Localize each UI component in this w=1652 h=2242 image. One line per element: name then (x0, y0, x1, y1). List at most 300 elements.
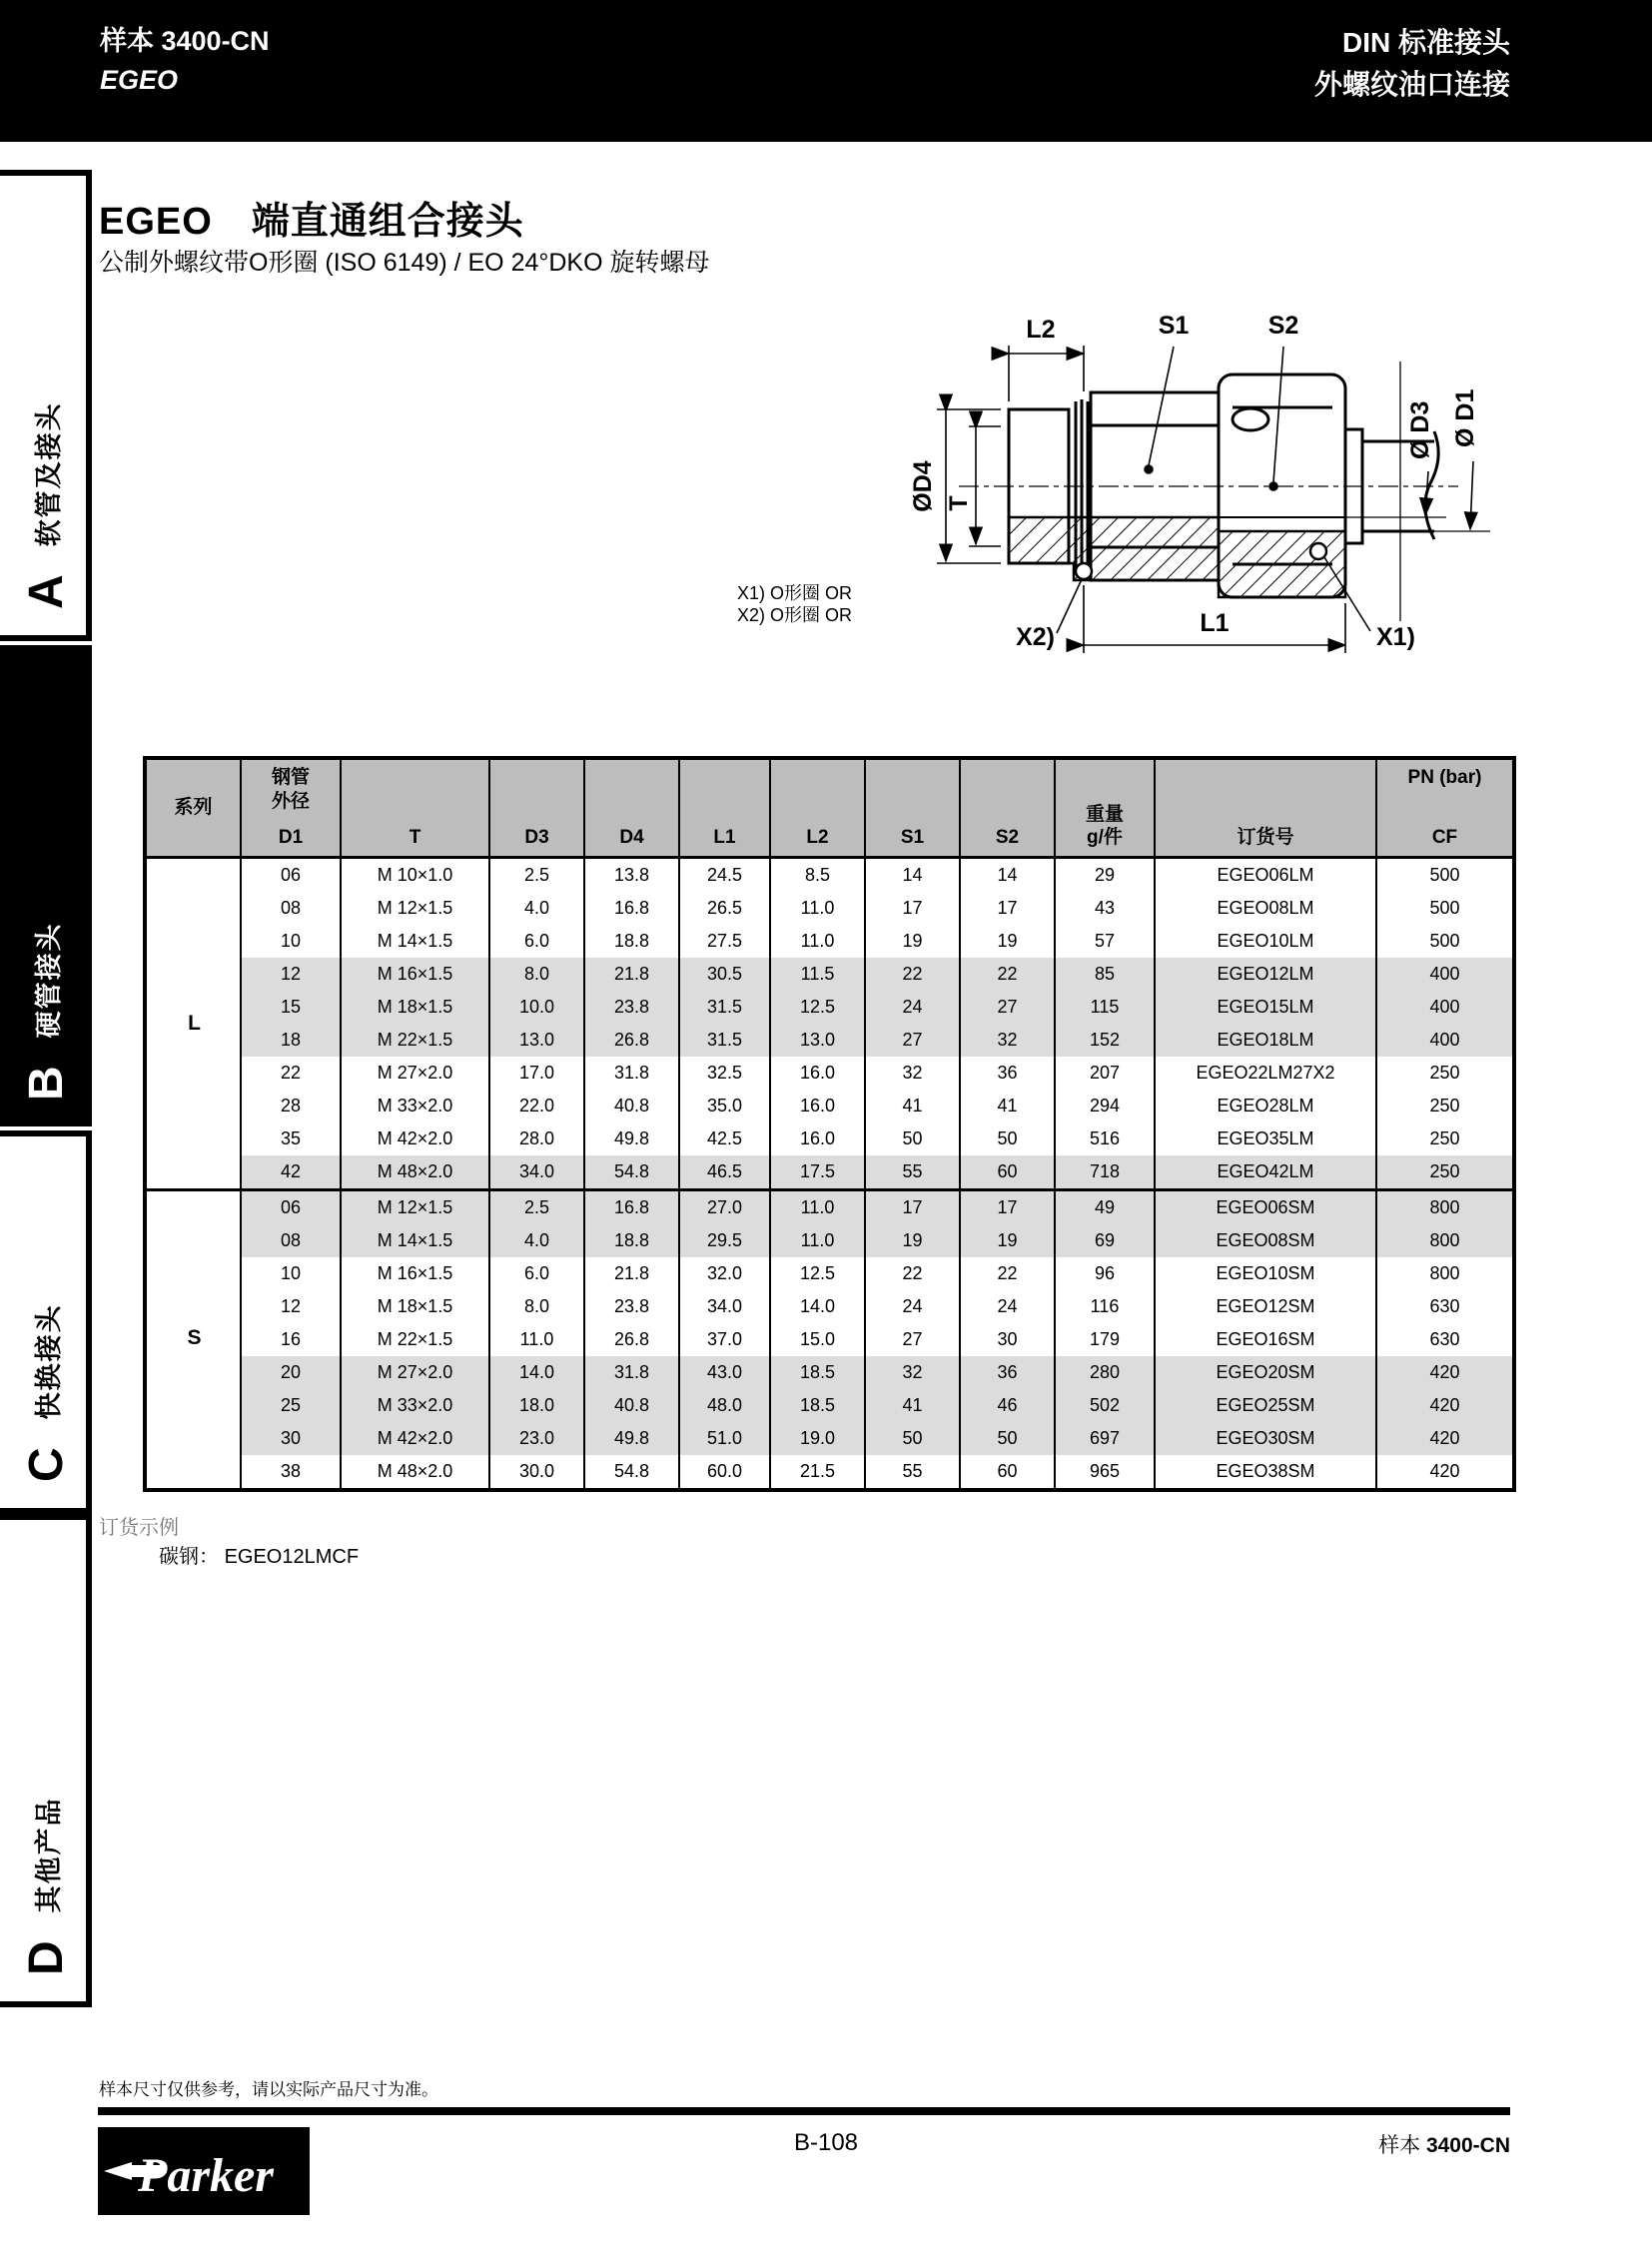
col-header-t: T (342, 760, 490, 856)
table-cell: 34.0 (490, 1155, 585, 1188)
table-cell: 18.5 (771, 1356, 866, 1389)
order-example-material: 碳钢： (159, 1546, 219, 1568)
table-cell: 51.0 (680, 1422, 771, 1455)
table-cell: 12 (242, 1290, 342, 1323)
col-header-weight: 重量 g/件 (1056, 760, 1156, 856)
table-cell: EGEO25SM (1156, 1389, 1377, 1422)
table-cell: M 10×1.0 (342, 859, 490, 892)
table-cell: 27.0 (680, 1191, 771, 1224)
footer-disclaimer: 样本尺寸仅供参考，请以实际产品尺寸为准。 (99, 2080, 438, 2099)
table-cell: M 12×1.5 (342, 892, 490, 925)
series-label: S (187, 1326, 202, 1349)
table-row (147, 1090, 1512, 1122)
table-row (147, 1155, 1512, 1188)
header-right (1314, 22, 1510, 106)
table-cell: 32.5 (680, 1057, 771, 1090)
table-cell: 23.0 (490, 1422, 585, 1455)
series-cell (147, 958, 242, 991)
table-cell: 31.5 (680, 1024, 771, 1057)
dim-label-x2: X2) (1016, 623, 1055, 651)
table-cell: M 42×2.0 (342, 1422, 490, 1455)
table-cell: 32 (961, 1024, 1056, 1057)
table-cell: 800 (1377, 1224, 1512, 1257)
table-cell: 29 (1056, 859, 1156, 892)
table-cell: M 42×2.0 (342, 1122, 490, 1155)
section-hatch (1009, 517, 1345, 597)
table-cell: 800 (1377, 1257, 1512, 1290)
series-cell (147, 1356, 242, 1389)
table-cell: M 33×2.0 (342, 1389, 490, 1422)
table-cell: M 12×1.5 (342, 1191, 490, 1224)
table-cell: 30.0 (490, 1455, 585, 1488)
sidebar-tab-c[interactable] (0, 1130, 92, 1514)
table-cell: 41 (866, 1389, 961, 1422)
table-cell: 17 (866, 1191, 961, 1224)
table-cell: EGEO15LM (1156, 991, 1377, 1024)
table-cell: 4.0 (490, 1224, 585, 1257)
table-cell: 18.8 (585, 925, 680, 958)
table-cell: 18.8 (585, 1224, 680, 1257)
table-cell: EGEO35LM (1156, 1122, 1377, 1155)
table-cell: 54.8 (585, 1155, 680, 1188)
table-cell: EGEO12SM (1156, 1290, 1377, 1323)
series-cell (147, 892, 242, 925)
table-cell: 116 (1056, 1290, 1156, 1323)
table-cell: 28 (242, 1090, 342, 1122)
table-cell: 697 (1056, 1422, 1156, 1455)
table-cell: 08 (242, 892, 342, 925)
table-cell: EGEO06SM (1156, 1191, 1377, 1224)
order-example-line (99, 1543, 359, 1572)
table-cell: 06 (242, 859, 342, 892)
table-cell: 43.0 (680, 1356, 771, 1389)
table-row (147, 1323, 1512, 1356)
table-cell: 500 (1377, 892, 1512, 925)
table-cell: 46.5 (680, 1155, 771, 1188)
table-cell: 17 (866, 892, 961, 925)
table-cell: 250 (1377, 1155, 1512, 1188)
parker-wordmark: Parker (138, 2149, 274, 2202)
table-cell: 17.0 (490, 1057, 585, 1090)
table-row (147, 859, 1512, 892)
col-header-d4: D4 (585, 760, 680, 856)
table-cell: 40.8 (585, 1389, 680, 1422)
table-cell: 115 (1056, 991, 1156, 1024)
table-cell: EGEO22LM27X2 (1156, 1057, 1377, 1090)
table-cell: 31.5 (680, 991, 771, 1024)
table-cell: 6.0 (490, 925, 585, 958)
table-cell: 11.0 (771, 925, 866, 958)
table-cell: 19 (866, 1224, 961, 1257)
table-cell: 250 (1377, 1057, 1512, 1090)
table-cell: 16.0 (771, 1057, 866, 1090)
table-cell: 60 (961, 1455, 1056, 1488)
table-cell: 26.8 (585, 1323, 680, 1356)
table-cell: 06 (242, 1191, 342, 1224)
table-cell: 32 (866, 1356, 961, 1389)
series-cell (147, 1323, 242, 1356)
table-cell: 55 (866, 1155, 961, 1188)
sidebar-tab-b[interactable] (0, 645, 92, 1126)
table-cell: 22 (866, 958, 961, 991)
parker-logo (98, 2127, 310, 2215)
table-cell: 16 (242, 1323, 342, 1356)
table-cell: 27 (866, 1323, 961, 1356)
table-cell: 42 (242, 1155, 342, 1188)
table-cell: 60.0 (680, 1455, 771, 1488)
sidebar-tab-a[interactable] (0, 170, 92, 641)
table-cell: EGEO10SM (1156, 1257, 1377, 1290)
table-cell: 294 (1056, 1090, 1156, 1122)
table-cell: 32.0 (680, 1257, 771, 1290)
col-header-l1: L1 (680, 760, 771, 856)
table-cell: EGEO10LM (1156, 925, 1377, 958)
series-cell (147, 1422, 242, 1455)
table-cell: 6.0 (490, 1257, 585, 1290)
dim-label-d4: ØD4 (909, 460, 937, 512)
table-cell: 23.8 (585, 1290, 680, 1323)
table-header-row (147, 760, 1512, 859)
table-cell: 37.0 (680, 1323, 771, 1356)
table-cell: EGEO28LM (1156, 1090, 1377, 1122)
fitting-diagram (629, 290, 1528, 699)
order-example-heading: 订货示例 (99, 1517, 179, 1539)
table-cell: EGEO12LM (1156, 958, 1377, 991)
table-cell: M 18×1.5 (342, 1290, 490, 1323)
table-cell: 48.0 (680, 1389, 771, 1422)
dim-label-l2: L2 (1026, 316, 1056, 344)
table-cell: EGEO20SM (1156, 1356, 1377, 1389)
table-cell: 50 (961, 1122, 1056, 1155)
table-cell: 420 (1377, 1422, 1512, 1455)
table-cell: 21.5 (771, 1455, 866, 1488)
sidebar-tab-letter: D (19, 1940, 73, 1975)
table-cell: 30 (242, 1422, 342, 1455)
table-cell: 500 (1377, 859, 1512, 892)
table-cell: 14.0 (771, 1290, 866, 1323)
header-category: DIN 标准接头 (1341, 27, 1510, 58)
table-cell: 55 (866, 1455, 961, 1488)
table-cell: 24 (866, 991, 961, 1024)
table-cell: 31.8 (585, 1356, 680, 1389)
table-cell: 50 (866, 1122, 961, 1155)
sidebar-tab-label: 快换接头 (33, 1303, 64, 1420)
table-cell: 96 (1056, 1257, 1156, 1290)
table-cell: 12.5 (771, 1257, 866, 1290)
table-row (147, 1356, 1512, 1389)
table-cell: 19 (961, 1224, 1056, 1257)
table-cell: 23.8 (585, 991, 680, 1024)
table-cell: 10 (242, 925, 342, 958)
table-cell: 50 (866, 1422, 961, 1455)
table-body (147, 859, 1512, 1488)
table-cell: 13.0 (771, 1024, 866, 1057)
table-cell: 24.5 (680, 859, 771, 892)
col-header-order: 订货号 (1156, 760, 1377, 856)
table-cell: 280 (1056, 1356, 1156, 1389)
table-cell: M 33×2.0 (342, 1090, 490, 1122)
table-cell: 15.0 (771, 1323, 866, 1356)
table-cell: 17.5 (771, 1155, 866, 1188)
table-cell: 41 (866, 1090, 961, 1122)
table-row (147, 1290, 1512, 1323)
table-cell: 14 (866, 859, 961, 892)
table-cell: 27 (866, 1024, 961, 1057)
table-cell: 24 (866, 1290, 961, 1323)
table-cell: 49.8 (585, 1122, 680, 1155)
table-cell: 420 (1377, 1389, 1512, 1422)
table-cell: 35 (242, 1122, 342, 1155)
table-cell: 41 (961, 1090, 1056, 1122)
table-cell: 35.0 (680, 1090, 771, 1122)
table-cell: 19 (961, 925, 1056, 958)
order-example (99, 1514, 359, 1572)
table-cell: 50 (961, 1422, 1056, 1455)
table-cell: 28.0 (490, 1122, 585, 1155)
table-cell: 19.0 (771, 1422, 866, 1455)
table-cell: EGEO42LM (1156, 1155, 1377, 1188)
table-cell: 29.5 (680, 1224, 771, 1257)
table-cell: 250 (1377, 1090, 1512, 1122)
table-cell: 11.0 (771, 1224, 866, 1257)
dim-label-d1: Ø D1 (1451, 388, 1479, 447)
footer-rule (98, 2107, 1510, 2115)
col-header-d1: 钢管 外径 D1 (242, 760, 342, 856)
table-cell: 800 (1377, 1191, 1512, 1224)
table-cell: 18.0 (490, 1389, 585, 1422)
table-cell: 2.5 (490, 1191, 585, 1224)
table-cell: 24 (961, 1290, 1056, 1323)
dim-label-l1: L1 (1200, 609, 1230, 637)
table-cell: 13.8 (585, 859, 680, 892)
table-cell: 400 (1377, 958, 1512, 991)
table-cell: 16.8 (585, 1191, 680, 1224)
table-cell: 10 (242, 1257, 342, 1290)
table-cell: 20 (242, 1356, 342, 1389)
table-row (147, 1024, 1512, 1057)
table-cell: 36 (961, 1057, 1056, 1090)
table-cell: EGEO38SM (1156, 1455, 1377, 1488)
table-cell: EGEO30SM (1156, 1422, 1377, 1455)
table-cell: 22.0 (490, 1090, 585, 1122)
table-row (147, 1122, 1512, 1155)
table-cell: 16.0 (771, 1090, 866, 1122)
series-cell (147, 1057, 242, 1090)
sidebar-tab-label: 硬管接头 (33, 922, 64, 1039)
table-cell: 16.0 (771, 1122, 866, 1155)
header-subcategory: 外螺纹油口连接 (1313, 69, 1510, 100)
series-cell (147, 1024, 242, 1057)
table-cell: 42.5 (680, 1122, 771, 1155)
table-cell: 08 (242, 1224, 342, 1257)
table-cell: 26.5 (680, 892, 771, 925)
series-cell (147, 1257, 242, 1290)
col-header-series: 系列 (147, 760, 242, 856)
table-cell: 34.0 (680, 1290, 771, 1323)
table-row (147, 1455, 1512, 1488)
header-left (100, 22, 270, 100)
dim-label-t: T (945, 495, 973, 511)
table-cell: 152 (1056, 1024, 1156, 1057)
page-header (0, 0, 1652, 142)
table-cell: 18.5 (771, 1389, 866, 1422)
order-example-code: EGEO12LMCF (224, 1546, 360, 1568)
table-cell: 11.0 (771, 892, 866, 925)
model-name: EGEO (100, 65, 179, 96)
oring-note-x2: X2) O形圈 OR (737, 605, 853, 625)
table-cell: 32 (866, 1057, 961, 1090)
table-cell: 46 (961, 1389, 1056, 1422)
table-cell: 718 (1056, 1155, 1156, 1188)
table-cell: 49.8 (585, 1422, 680, 1455)
sidebar-tab-letter: C (19, 1447, 73, 1482)
oring-note-x1: X1) O形圈 OR (737, 583, 853, 603)
table-cell: 2.5 (490, 859, 585, 892)
series-cell (147, 1224, 242, 1257)
footer-catalog: 样本 3400-CN (1378, 2134, 1510, 2157)
table-cell: 12.5 (771, 991, 866, 1024)
table-cell: M 22×1.5 (342, 1024, 490, 1057)
series-cell (147, 1122, 242, 1155)
table-cell: 19 (866, 925, 961, 958)
table-cell: 516 (1056, 1122, 1156, 1155)
table-cell: 31.8 (585, 1057, 680, 1090)
dim-label-s1: S1 (1158, 312, 1190, 340)
series-cell (147, 859, 242, 892)
table-row (147, 1224, 1512, 1257)
table-cell: 22 (866, 1257, 961, 1290)
table-cell: 8.0 (490, 958, 585, 991)
catalog-number: 样本 3400-CN (100, 26, 270, 56)
table-cell: 14.0 (490, 1356, 585, 1389)
page-subtitle: 公制外螺纹带O形圈 (ISO 6149) / EO 24°DKO 旋转螺母 (99, 249, 710, 277)
table-cell: 400 (1377, 991, 1512, 1024)
table-cell: 630 (1377, 1290, 1512, 1323)
table-row (147, 892, 1512, 925)
table-row (147, 1188, 1512, 1224)
table-row (147, 1389, 1512, 1422)
table-cell: 57 (1056, 925, 1156, 958)
table-cell: 69 (1056, 1224, 1156, 1257)
table-cell: M 48×2.0 (342, 1455, 490, 1488)
table-cell: 25 (242, 1389, 342, 1422)
table-cell: 10.0 (490, 991, 585, 1024)
table-cell: 179 (1056, 1323, 1156, 1356)
table-cell: 420 (1377, 1356, 1512, 1389)
table-cell: M 27×2.0 (342, 1356, 490, 1389)
table-cell: 13.0 (490, 1024, 585, 1057)
table-cell: M 48×2.0 (342, 1155, 490, 1188)
table-cell: M 16×1.5 (342, 1257, 490, 1290)
table-cell: 30.5 (680, 958, 771, 991)
series-cell (147, 1389, 242, 1422)
table-cell: M 22×1.5 (342, 1323, 490, 1356)
table-cell: 22 (961, 1257, 1056, 1290)
table-cell: 630 (1377, 1323, 1512, 1356)
page-number: B-108 (793, 2129, 859, 2156)
col-header-l2: L2 (771, 760, 866, 856)
table-cell: 21.8 (585, 958, 680, 991)
table-cell: 4.0 (490, 892, 585, 925)
table-cell: EGEO16SM (1156, 1323, 1377, 1356)
sidebar-tab-d[interactable] (0, 1514, 92, 2007)
table-cell: 500 (1377, 925, 1512, 958)
table-cell: M 18×1.5 (342, 991, 490, 1024)
sidebar-tab-letter: B (19, 1066, 73, 1101)
table-cell: 21.8 (585, 1257, 680, 1290)
col-header-s1: S1 (866, 760, 961, 856)
col-header-pn: PN (bar) CF (1407, 767, 1482, 849)
table-cell: 85 (1056, 958, 1156, 991)
table-cell: 420 (1377, 1455, 1512, 1488)
table-cell: 18 (242, 1024, 342, 1057)
table-cell: 22 (242, 1057, 342, 1090)
table-row (147, 991, 1512, 1024)
table-row (147, 1257, 1512, 1290)
series-cell (147, 1191, 242, 1224)
table-cell: EGEO08SM (1156, 1224, 1377, 1257)
series-cell (147, 1290, 242, 1323)
table-cell: 36 (961, 1356, 1056, 1389)
table-cell: 8.5 (771, 859, 866, 892)
col-header-d3: D3 (490, 760, 585, 856)
dim-label-x1: X1) (1376, 623, 1415, 651)
table-row (147, 958, 1512, 991)
table-row (147, 925, 1512, 958)
table-cell: 38 (242, 1455, 342, 1488)
spec-table (143, 756, 1516, 1492)
table-cell: 14 (961, 859, 1056, 892)
table-cell: 54.8 (585, 1455, 680, 1488)
table-cell: EGEO18LM (1156, 1024, 1377, 1057)
table-cell: 207 (1056, 1057, 1156, 1090)
table-cell: 40.8 (585, 1090, 680, 1122)
table-cell: 15 (242, 991, 342, 1024)
series-cell (147, 1090, 242, 1122)
page-title: EGEO 端直通组合接头 (99, 201, 524, 243)
table-cell: 60 (961, 1155, 1056, 1188)
sidebar-tab-letter: A (19, 574, 73, 609)
series-cell (147, 1455, 242, 1488)
table-cell: 250 (1377, 1122, 1512, 1155)
col-header-s2: S2 (961, 760, 1056, 856)
table-cell: 27 (961, 991, 1056, 1024)
dim-label-d3: Ø D3 (1406, 400, 1434, 459)
dim-label-s2: S2 (1267, 312, 1299, 340)
table-row (147, 1057, 1512, 1090)
table-cell: 12 (242, 958, 342, 991)
table-cell: 11.5 (771, 958, 866, 991)
table-cell: 16.8 (585, 892, 680, 925)
sidebar-tab-label: 软管及接头 (33, 401, 64, 547)
table-cell: 502 (1056, 1389, 1156, 1422)
series-cell (147, 925, 242, 958)
series-cell (147, 991, 242, 1024)
table-cell: 27.5 (680, 925, 771, 958)
table-cell: 26.8 (585, 1024, 680, 1057)
table-cell: 11.0 (771, 1191, 866, 1224)
table-cell: M 27×2.0 (342, 1057, 490, 1090)
table-cell: M 14×1.5 (342, 1224, 490, 1257)
table-cell: EGEO08LM (1156, 892, 1377, 925)
table-cell: 17 (961, 892, 1056, 925)
table-cell: 49 (1056, 1191, 1156, 1224)
table-cell: 965 (1056, 1455, 1156, 1488)
table-cell: 43 (1056, 892, 1156, 925)
table-cell: 400 (1377, 1024, 1512, 1057)
table-cell: EGEO06LM (1156, 859, 1377, 892)
sidebar-tab-label: 其他产品 (33, 1797, 64, 1913)
